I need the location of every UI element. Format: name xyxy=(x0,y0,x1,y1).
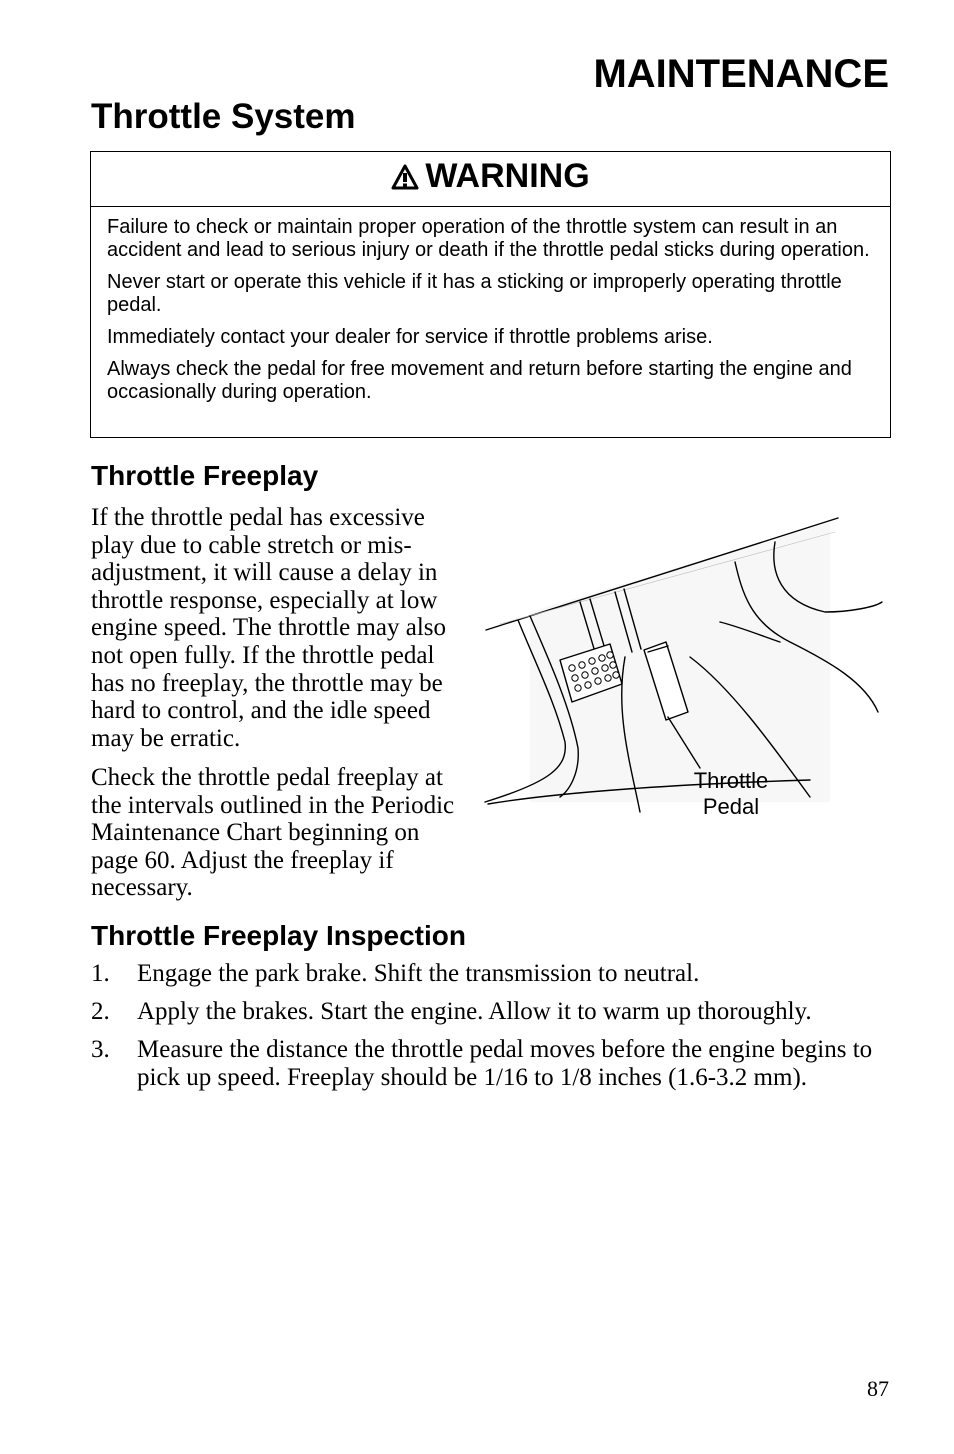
list-item xyxy=(91,1036,891,1092)
warning-paragraph: Never start or operate this vehicle if it has a sticking or improperly operating throttle pedal. xyxy=(107,271,842,316)
inspection-heading: Throttle Freeplay Inspection xyxy=(91,920,466,951)
step-text: Measure the distance the throttle pedal moves before the engine begins to pick up speed. Freeplay should be 1/16 to 1/8 inches (1.6-3.2 mm). xyxy=(137,1036,873,1091)
page-title: Throttle System xyxy=(91,97,356,136)
figure-caption-line: Throttle xyxy=(693,768,769,793)
warning-triangle-icon xyxy=(391,164,419,190)
warning-heading-text: WARNING xyxy=(425,157,590,195)
list-item xyxy=(91,998,891,1026)
freeplay-paragraph-2: Check the throttle pedal freeplay at the intervals outlined in the Periodic Maintenance Chart beginning on page 60. Adjust the freeplay if necessary. xyxy=(91,764,455,902)
warning-heading xyxy=(91,152,890,207)
freeplay-heading: Throttle Freeplay xyxy=(91,460,319,491)
figure-caption-line: Pedal xyxy=(702,794,760,819)
warning-box xyxy=(90,151,891,438)
warning-paragraph: Failure to check or maintain proper operation of the throttle system can result in an accident and lead to serious injury or death if the throttle pedal sticks during operation. xyxy=(107,216,870,261)
step-number: 3. xyxy=(91,1036,110,1063)
warning-paragraph: Always check the pedal for free movement and return before starting the engine and occasionally during operation. xyxy=(107,358,852,403)
section-header: MAINTENANCE xyxy=(593,52,889,96)
warning-paragraph: Immediately contact your dealer for service if throttle problems arise. xyxy=(107,326,713,348)
inspection-steps xyxy=(91,960,891,1102)
list-item xyxy=(91,960,891,988)
figure-caption xyxy=(680,768,782,820)
page-number: 87 xyxy=(867,1376,889,1401)
warning-body xyxy=(91,207,890,404)
step-number: 1. xyxy=(91,960,110,987)
step-text: Apply the brakes. Start the engine. Allow it to warm up thoroughly. xyxy=(137,998,812,1025)
step-text: Engage the park brake. Shift the transmission to neutral. xyxy=(137,960,700,987)
freeplay-paragraph-1: If the throttle pedal has excessive play due to cable stretch or mis-adjustment, it will cause a delay in throttle response, especially at low engine speed. The throttle may also not open fully. If the throttle pedal has no freeplay, the throttle may be hard to control, and the idle speed may be erratic. xyxy=(91,504,446,752)
step-number: 2. xyxy=(91,998,110,1025)
